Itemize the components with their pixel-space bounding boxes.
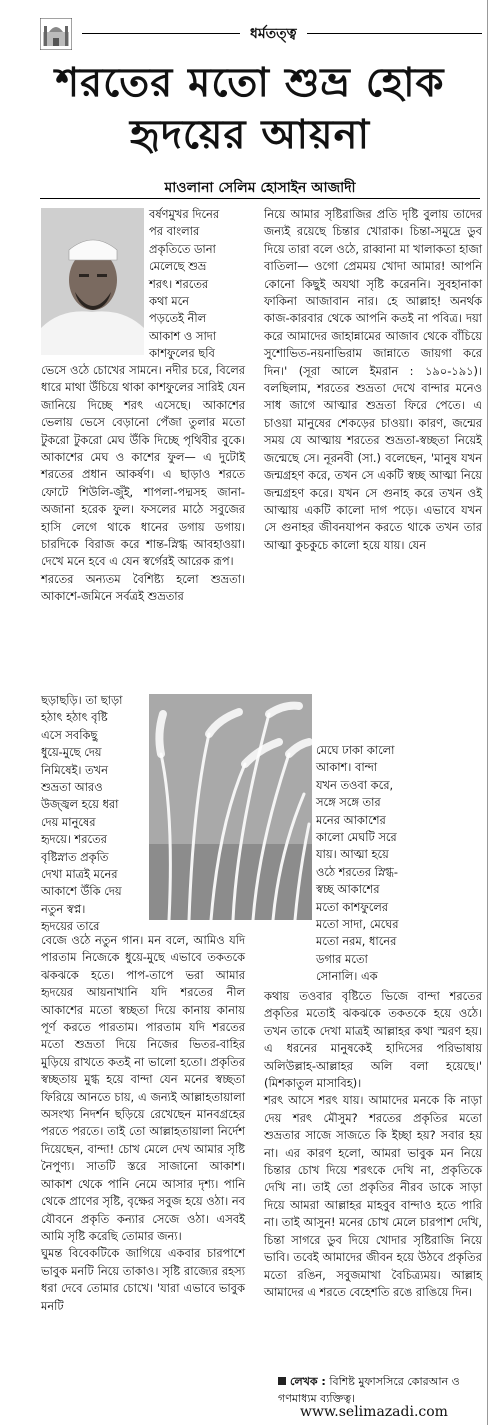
byline-rule — [40, 198, 480, 199]
text-line: উজ্জ্বল হয়ে ধরা — [41, 797, 119, 812]
lead-line: কথা মনে — [149, 294, 189, 309]
text-line: হৃদয়ের তারে — [41, 919, 100, 934]
paragraph: বেজে ওঠে নতুন গান। মন বলে, আমিও যদি পারতাম নিজেকে ধুয়ে-মুছে এভাবে তকতকে ঝকঝকে হতে। পাপ-তাপে ভরা আমার হৃদয়ের আয়নাখানি যদি শরতের নীল আকাশের মতো স্বচ্ছতা দিয়ে কানায় কানায় পূর্ণ করতে পারতাম। পারতাম যদি শরতের মতো শুভ্রতা দিয়ে নিজের ভিতর-বাহির মুড়িয়ে রাখতে কতই না ভালো হতো। প্রকৃতির স্বচ্ছতায় মুগ্ধ হয়ে বান্দা যেন মনের স্বচ্ছতা ফিরিয়ে আনতে চায়, এ জন্যই আল্লাহতায়ালা অসংখ্য নিদর্শন ছড়িয়ে রেখেছেন মানবগ্রহের পরতে পরতে। তাই তো আল্লাহতায়ালা নির্দেশ দিয়েছেন, বান্দা! চোখ মেলে দেখ আমার সৃষ্টি নৈপুণ্য। সাতটি স্তরে সাজানো আকাশ। আকাশ থেকে পানি নেমে আসার দৃশ্য। পানি থেকে প্রাণের সৃষ্টি, বৃক্ষের সবুজ হয়ে ওঠা। নব যৌবনে প্রকৃতি কন্যার সেজে ওঠা। এসবই আমি সৃষ্টি করেছি তোমার জন্য। — [41, 933, 245, 1243]
author-note-text: বিশিষ্ট মুফাসসিরে কোরআন ও গণমাধ্যম ব্যক্তিত্ব। — [278, 1375, 460, 1405]
left-column-body-1 — [41, 362, 245, 606]
previous-article-strip — [0, 0, 495, 7]
lead-line: পড়তেই নীল — [149, 311, 207, 326]
text-line: হৃদয়ে। শরতের — [41, 832, 107, 847]
paragraph: ঘুমন্ত বিবেকটিকে জাগিয়ে একবার চারপাশে ভাবুক মনটি নিয়ে তাকাও। সৃষ্টি রাজ্যের রহস্য ধরা দেবে তোমার চোখে। 'যারা এভাবে ভাবুক মনটি — [41, 1246, 245, 1313]
text-line: ধুয়ে-মুছে দেয় — [41, 745, 102, 760]
text-line: মেঘে ঢাকা কালো — [316, 743, 395, 757]
text-line: সঙ্গে সঙ্গে তার — [316, 795, 381, 810]
text-line: শুভ্রতা আরও — [41, 780, 103, 795]
text-line: যায়। আত্মা হয়ে — [316, 847, 389, 862]
website-url[interactable]: www.selimazadi.com — [300, 1404, 448, 1420]
lead-line: বর্ষণমুখর দিনের — [149, 207, 220, 221]
lead-line: পর বাংলার — [149, 224, 200, 239]
lead-line: প্রকৃতিতে ডানা — [149, 241, 216, 256]
text-line: আকাশ। বান্দা — [316, 760, 378, 775]
author-note — [278, 1373, 484, 1407]
author-byline: মাওলানা সেলিম হোসাইন আজাদী — [164, 180, 356, 196]
text-line: আকাশে উঁকি দেয় — [41, 884, 122, 899]
left-column-lead-lines — [149, 206, 245, 363]
text-line: মতো সাদা, মেঘের — [316, 917, 399, 932]
text-line: সোনালি। এক — [316, 969, 378, 984]
paragraph: কথায় তওবার বৃষ্টিতে ভিজে বান্দা শরতের প্রকৃতির মতোই ঝকঝকে তকতকে হয়ে ওঠে। তখন তাকে দেখা মাত্রই আল্লাহর কথা স্মরণ হয়। এ ধরনের মানুষকেই হাদিসের পরিভাষায় অলিউল্লাহ-আল্লাহর অলি বলা হয়েছে।' (মিশকাতুল মাসাবিহ)। — [264, 989, 482, 1091]
paragraph: ভেসে ওঠে চোখের সামনে। নদীর চরে, বিলের ধারে মাথা উঁচিয়ে থাকা কাশফুলের সারিই যেন জানিয়ে দিচ্ছে শরৎ এসেছে। আকাশের ভেলায় ভেসে বেড়ানো পেঁজা তুলার মতো টুকরো টুকরো মেঘ উঁকি দিচ্ছে পৃথিবীর বুকে। আকাশের মেঘ ও কাশের ফুল— এ দুটোই শরতের প্রধান আকর্ষণ। এ ছাড়াও শরতে ফোটে শিউলি-জুঁই, শাপলা-পদ্মসহ জানা-অজানা হরেক ফুল। ফসলের মাঠে সবুজের হাসি লেগে থাকে ধানের ডগায় ডগায়। চারদিকে বিরাজ করে শান্ত-স্নিগ্ধ আবহাওয়া। দেখে মনে হবে এ যেন স্বর্গেরই আরেক রূপ। — [41, 363, 246, 569]
right-column-body-2 — [264, 988, 482, 1301]
paragraph: নিয়ে আমার সৃষ্টিরাজির প্রতি দৃষ্টি বুলায় তাদের জন্যই রয়েছে চিন্তার খোরাক। চিন্তা-সমুদ্রে ডুব দিয়ে তারা বলে ওঠে, রাব্বানা মা খালাকতা হাজা বাতিলা— ওগো প্রেমময় খোদা আমার! আপনি কোনো কিছুই অযথা সৃষ্টি করেননি। সুবহানাকা ফাকিনা আজাবান নার। হে আল্লাহ! অনর্থক কাজ-কারবার থেকে আপনি কতই না পবিত্র। দয়া করে আমাদের জাহান্নামের আজাব থেকে বাঁচিয়ে সুশোভিত-নয়নাভিরাম জান্নাতে জায়গা করে দিন।' (সূরা আলে ইমরান : ১৯০-১৯১)। বলছিলাম, শরতের শুভ্রতা দেখে বান্দার মনেও সাধ জাগে আত্মার শুভ্রতা ফিরে পেতে। এ চাওয়া মানুষের শেকড়ের চাওয়া। কারণ, জন্মের সময় যে আত্মায় শরতের শুভ্রতা-স্বচ্ছতা নিয়েই জন্মেছে সে। নূরনবী (সা.) বলেছেন, 'মানুষ যখন জন্মগ্রহণ করে, তখন সে একটি স্বচ্ছ আত্মা নিয়ে জন্মগ্রহণ করে। যখন সে গুনাহ করে তখন ওই আত্মায় একটি কালো দাগ পড়ে। এভাবে যখন সে গুনাহর জীবনযাপন করতে থাকে তখন তার আত্মা কুচকুচে কালো হয়ে যায়। যেন — [264, 207, 482, 552]
lead-line: শরৎ। শরতের — [149, 276, 209, 291]
page-edge-rule — [487, 0, 488, 1425]
author-photo — [41, 208, 144, 355]
lead-line: আকাশ ও সাদা — [149, 328, 217, 343]
text-line: মতো কাশফুলের — [316, 899, 389, 914]
text-line: হঠাৎ হঠাৎ বৃষ্টি — [41, 710, 108, 725]
left-column-body-2 — [41, 932, 245, 1315]
paragraph: শরতের অন্যতম বৈশিষ্ট্য হলো শুভ্রতা। আকাশে-জমিনে সর্বত্রই শুভ্রতার — [41, 571, 245, 604]
right-column-body-1 — [264, 206, 482, 554]
square-bullet-icon — [278, 1377, 286, 1385]
text-line: ছড়াছড়ি। তা ছাড়া — [41, 693, 123, 707]
mosque-logo-icon — [40, 18, 72, 50]
text-line: দেয় মানুষের — [41, 814, 96, 829]
text-line: স্বচ্ছ আকাশের — [316, 882, 380, 897]
text-line: দেখা মাত্রই মনের — [41, 867, 118, 882]
section-header — [40, 18, 482, 50]
text-line: বৃষ্টিস্নাত প্রকৃতি — [41, 849, 109, 864]
right-column-beside-image — [316, 742, 482, 986]
text-line: কালো মেঘটি সরে — [316, 830, 397, 845]
lead-line: মেলেছে শুভ্র — [149, 259, 207, 274]
text-line: মনের আকাশের — [316, 812, 386, 827]
section-label: ধর্মতত্ত্ব — [240, 22, 307, 46]
author-note-label: লেখক : — [290, 1375, 326, 1388]
text-line: এসে সবকিছু — [41, 727, 98, 742]
text-line: ডগার মতো — [316, 951, 368, 966]
text-line: মতো নরম, ধানের — [316, 934, 397, 949]
text-line: ওঠে শরতের স্নিগ্ধ- — [316, 864, 398, 879]
headline-line-1: শরতের মতো শুভ্র হোক — [55, 60, 445, 106]
kashful-photo — [149, 694, 312, 920]
lead-line: কাশফুলের ছবি — [149, 346, 215, 361]
text-line: নিমিষেই। তখন — [41, 762, 108, 777]
text-line: নতুন স্বপ্ন। — [41, 901, 86, 916]
paragraph: শরৎ আসে শরৎ যায়। আমাদের মনকে কি নাড়া দেয় শরৎ মৌসুম? শরতের প্রকৃতির মতো শুভ্রতার সাজে সাজতে কি ইচ্ছা হয়? সবার হয় না। এর কারণ হলো, আমরা ভাবুক মন নিয়ে চিন্তার চোখ দিয়ে শরৎকে দেখি না, প্রকৃতিকে দেখি না। তাই তো প্রকৃতির নীরব ডাকে সাড়া দিয়ে আমরা আল্লাহর মাহবুব বান্দাও হতে পারি না। তাই আসুন! মনের চোখ মেলে চারপাশ দেখি, চিন্তা সাগরে ডুব দিয়ে খোদার সৃষ্টিরাজি নিয়ে ভাবি। তবেই আমাদের জীবন হয়ে উঠবে প্রকৃতির মতো রঙিন, সবুজমাখা বৈচিত্র্যময়। আল্লাহ আমাদের এ শরতে বেহেশতি রঙে রাঙিয়ে দিন। — [264, 1093, 482, 1299]
text-line: যখন তওবা করে, — [316, 777, 394, 792]
headline-line-2: হৃদয়ের আয়না — [129, 112, 371, 158]
left-column-beside-image — [41, 692, 145, 936]
